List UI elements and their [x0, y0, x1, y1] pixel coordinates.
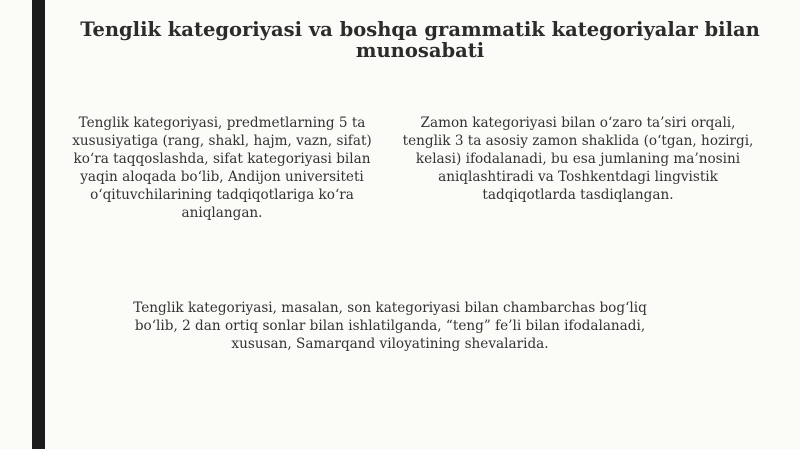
right-paragraph: Zamon kategoriyasi bilan o‘zaro ta’siri orqali, tenglik 3 ta asosiy zamon shaklida (o‘tgan, hozirgi, kelasi) ifodalanadi, bu esa jumlaning ma’nosini aniqlashtiradi va Toshkentdagi lingvistik tadqiqotlarda tasdiqlangan.: [402, 115, 754, 203]
accent-bar: [32, 0, 45, 449]
bottom-paragraph: Tenglik kategoriyasi, masalan, son kategoriyasi bilan chambarchas bog‘liq bo‘lib, 2 dan ortiq sonlar bilan ishlatilganda, “teng” fe’li bilan ifodalanadi, xususan, Samarqand viloyatining shevalarida.: [133, 300, 647, 352]
left-paragraph: Tenglik kategoriyasi, predmetlarning 5 ta xususiyatiga (rang, shakl, hajm, vazn, sifat) ko‘ra taqqoslashda, sifat kategoriyasi bilan yaqin aloqada bo‘lib, Andijon universiteti o‘qituvchilarining tadqiqotlariga ko‘ra aniqlangan.: [72, 115, 372, 221]
slide-title: Tenglik kategoriyasi va boshqa grammatik kategoriyalar bilan munosabati: [80, 18, 760, 62]
